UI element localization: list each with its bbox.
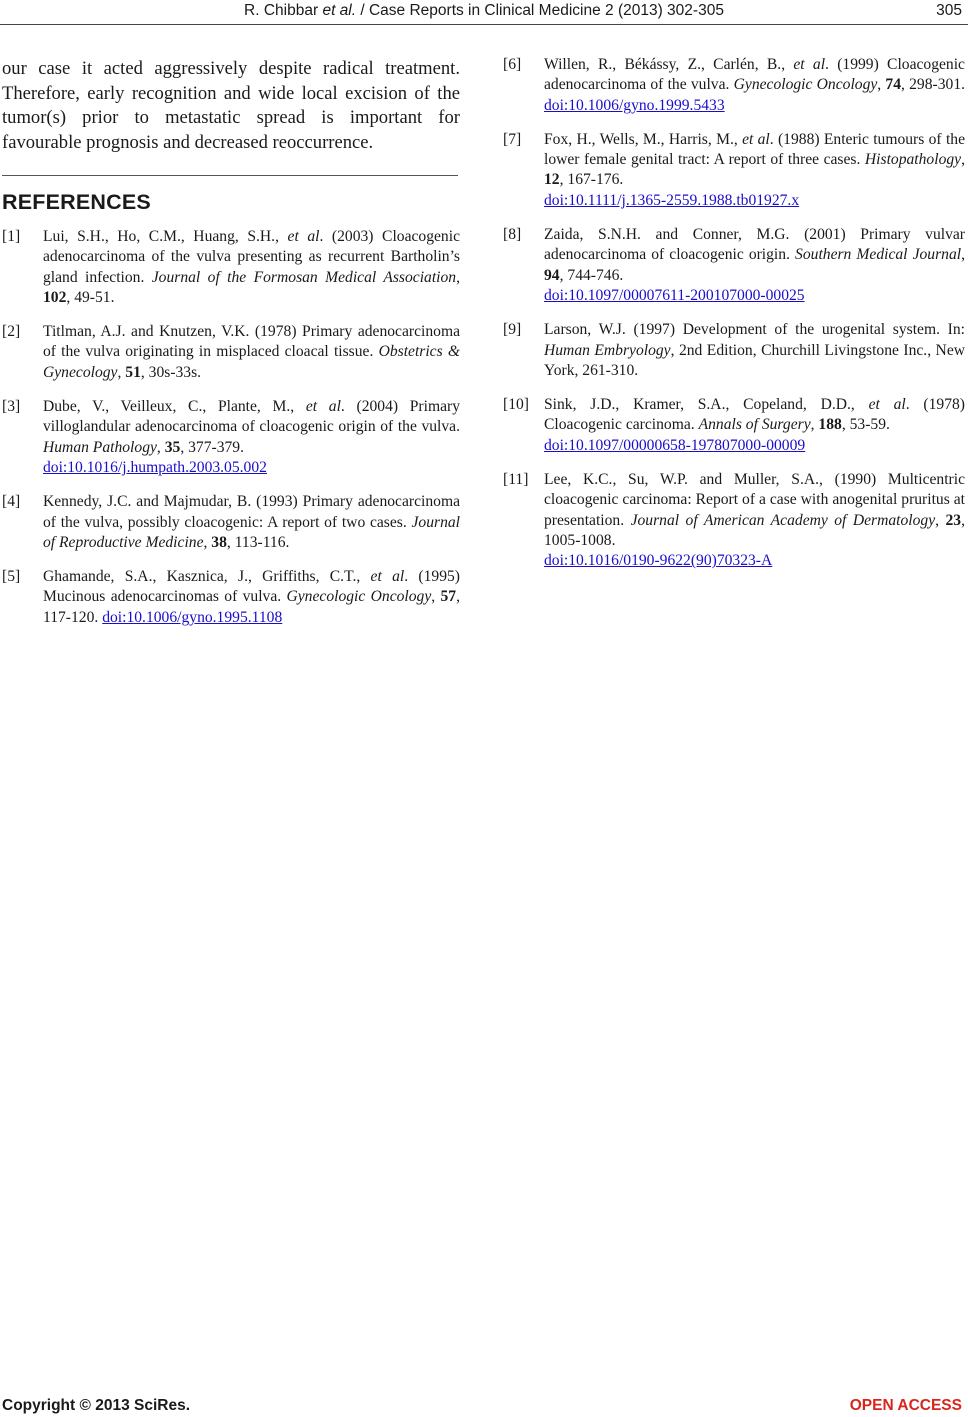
- open-access-badge: OPEN ACCESS: [849, 1397, 962, 1414]
- reference-list-right: [503, 55, 965, 572]
- doi-link[interactable]: doi:10.1097/00000658-197807000-00009: [544, 436, 806, 454]
- doi-link[interactable]: doi:10.1006/gyno.1999.5433: [544, 96, 725, 114]
- reference-number: [5]: [2, 568, 21, 586]
- reference-pages: , 298-301.: [901, 76, 966, 94]
- references-heading: REFERENCES: [2, 190, 151, 214]
- header-title: R. Chibbar et al. / Case Reports in Clinical Medicine 2 (2013) 302-305: [244, 2, 724, 19]
- reference-text: [43, 492, 460, 553]
- running-header: [0, 2, 968, 24]
- reference-pages: , 744-746.: [559, 266, 624, 284]
- reference-text: [544, 225, 965, 306]
- reference-number: [7]: [503, 130, 522, 148]
- reference-number: [3]: [2, 398, 21, 416]
- reference-etal: et al: [742, 130, 770, 148]
- reference-pages: , 1005-1008.: [544, 511, 965, 549]
- doi-link[interactable]: doi:10.1006/gyno.1995.1108: [102, 608, 283, 626]
- reference-volume: 102: [43, 288, 67, 306]
- reference-pages: , 377-379.: [180, 438, 244, 456]
- reference-item: [2, 322, 460, 383]
- reference-separator: ,: [877, 76, 886, 94]
- reference-authors: Fox, H., Wells, M., Harris, M.,: [544, 130, 743, 148]
- reference-separator: ,: [961, 246, 965, 264]
- doi-link[interactable]: doi:10.1016/j.humpath.2003.05.002: [43, 458, 267, 476]
- reference-pages: , 49-51.: [66, 288, 115, 306]
- reference-journal: Journal of the Formosan Medical Association: [151, 268, 457, 286]
- reference-number: [1]: [2, 228, 21, 245]
- reference-volume: 51: [125, 363, 141, 381]
- reference-journal: Gynecologic Oncology: [286, 588, 432, 606]
- reference-journal: Journal of American Academy of Dermatology: [630, 511, 936, 529]
- reference-authors: Sink, J.D., Kramer, S.A., Copeland, D.D.,: [544, 396, 869, 414]
- reference-journal: Obstetrics & Gynecology: [43, 343, 460, 381]
- reference-separator: ,: [203, 533, 212, 551]
- reference-volume: 188: [818, 416, 842, 434]
- doi-link[interactable]: doi:10.1111/j.1365-2559.1988.tb01927.x: [544, 191, 800, 209]
- reference-authors: Zaida, S.N.H. and Conner, M.G. (2001) Primary vulvar adenocarcinoma of cloacogenic origin.: [544, 226, 965, 264]
- reference-pages: , 2nd Edition, Churchill Livingstone Inc., New York, 261-310.: [544, 341, 965, 379]
- reference-volume: 57: [440, 588, 457, 606]
- reference-separator: ,: [117, 363, 126, 381]
- reference-item: [2, 567, 460, 628]
- reference-authors: Willen, R., Békássy, Z., Carlén, B.,: [544, 56, 794, 73]
- reference-separator: ,: [156, 438, 165, 456]
- section-divider: [2, 175, 458, 176]
- reference-separator: ,: [810, 416, 819, 434]
- reference-pages: , 30s-33s.: [140, 363, 202, 381]
- reference-authors: Lee, K.C., Su, W.P. and Muller, S.A., (1990) Multicentric cloacogenic carcinoma: Report of a case with anogenital pruritus at presentation.: [544, 471, 965, 529]
- doi-link[interactable]: doi:10.1016/0190-9622(90)70323-A: [544, 552, 773, 570]
- reference-separator: ,: [431, 588, 441, 606]
- page-number: 305: [936, 2, 962, 19]
- reference-number: [11]: [503, 471, 529, 489]
- reference-number: [9]: [503, 321, 522, 339]
- reference-volume: 12: [544, 171, 560, 189]
- reference-number: [6]: [503, 56, 522, 73]
- reference-journal: Journal of Reproductive Medicine: [43, 513, 460, 551]
- reference-title: . (2004) Primary villoglandular adenocarcinoma of cloacogenic origin of the vulva.: [43, 398, 460, 436]
- reference-journal: Southern Medical Journal: [795, 246, 962, 264]
- reference-text: [43, 227, 460, 308]
- reference-volume: 94: [544, 266, 560, 284]
- reference-journal: Gynecologic Oncology: [733, 76, 878, 94]
- reference-text: [43, 397, 460, 478]
- reference-etal: et al: [793, 56, 826, 73]
- reference-journal: Annals of Surgery: [698, 416, 811, 434]
- reference-pages: , 167-176.: [559, 171, 624, 189]
- reference-text: [544, 320, 965, 381]
- reference-etal: et al: [370, 568, 405, 586]
- reference-item: [2, 492, 460, 553]
- body-paragraph: our case it acted aggressively despite radical treatment. Therefore, early recognition and wide local excision of the tumor(s) prior to metastatic spread is important for favourable prognosis and decreased reoccurrence.: [2, 58, 460, 153]
- reference-authors: Ghamande, S.A., Kasznica, J., Griffiths, C.T.,: [43, 568, 371, 586]
- reference-journal: Human Pathology: [43, 438, 157, 456]
- reference-separator: ,: [935, 511, 946, 529]
- reference-item: [2, 397, 460, 478]
- header-divider: [0, 24, 968, 25]
- reference-authors: Dube, V., Veilleux, C., Plante, M.,: [43, 398, 306, 416]
- left-column: [2, 57, 460, 642]
- reference-title: . (1978) Cloacogenic carcinoma.: [544, 396, 965, 434]
- reference-item: [503, 130, 965, 211]
- right-column: [503, 55, 965, 586]
- reference-text: [544, 470, 965, 571]
- reference-separator: ,: [961, 151, 965, 169]
- reference-journal: Histopathology: [864, 151, 962, 169]
- reference-number: [2]: [2, 323, 21, 341]
- reference-authors: Titlman, A.J. and Knutzen, V.K. (1978) Primary adenocarcinoma of the vulva originating in misplaced cloacal tissue.: [43, 323, 460, 361]
- reference-item: [503, 55, 965, 116]
- reference-etal: et al: [868, 396, 906, 414]
- reference-number: [10]: [503, 396, 529, 414]
- reference-pages: , 117-120.: [43, 588, 460, 626]
- reference-item: [2, 227, 460, 308]
- reference-title: . (1988) Enteric tumours of the lower female genital tract: A report of three cases.: [544, 130, 965, 169]
- reference-etal: et al: [287, 228, 320, 245]
- reference-separator: ,: [456, 268, 460, 286]
- reference-title: . (1995) Mucinous adenocarcinomas of vulva.: [43, 568, 461, 606]
- reference-volume: 35: [164, 438, 181, 456]
- reference-journal: Human Embryology: [544, 341, 671, 359]
- reference-pages: , 113-116.: [226, 533, 290, 551]
- reference-list-left: [2, 227, 460, 628]
- reference-volume: 74: [885, 76, 902, 94]
- reference-title: . (1999) Cloacogenic adenocarcinoma of the vulva.: [544, 56, 965, 94]
- reference-authors: Kennedy, J.C. and Majmudar, B. (1993) Primary adenocarcinoma of the vulva, possibly cloacogenic: A report of two cases.: [43, 493, 460, 531]
- reference-volume: 38: [211, 533, 227, 551]
- reference-item: [503, 470, 965, 571]
- reference-item: [503, 320, 965, 381]
- reference-volume: 23: [945, 511, 962, 529]
- reference-pages: , 53-59.: [841, 416, 890, 434]
- reference-title: . (2003) Cloacogenic adenocarcinoma of the vulva presenting as recurrent Bartholin’s gland infection.: [43, 228, 460, 286]
- reference-authors: Larson, W.J. (1997) Development of the urogenital system. In:: [544, 321, 965, 339]
- reference-authors: Lui, S.H., Ho, C.M., Huang, S.H.,: [43, 228, 288, 245]
- reference-number: [4]: [2, 493, 21, 511]
- reference-text: [544, 55, 965, 116]
- reference-text: [43, 567, 460, 628]
- copyright-notice: Copyright © 2013 SciRes.: [2, 1397, 191, 1414]
- reference-etal: et al: [305, 398, 341, 416]
- doi-link[interactable]: doi:10.1097/00007611-200107000-00025: [544, 286, 805, 304]
- reference-number: [8]: [503, 226, 522, 244]
- reference-text: [43, 322, 460, 383]
- reference-text: [544, 395, 965, 456]
- reference-item: [503, 225, 965, 306]
- reference-text: [544, 130, 965, 211]
- reference-item: [503, 395, 965, 456]
